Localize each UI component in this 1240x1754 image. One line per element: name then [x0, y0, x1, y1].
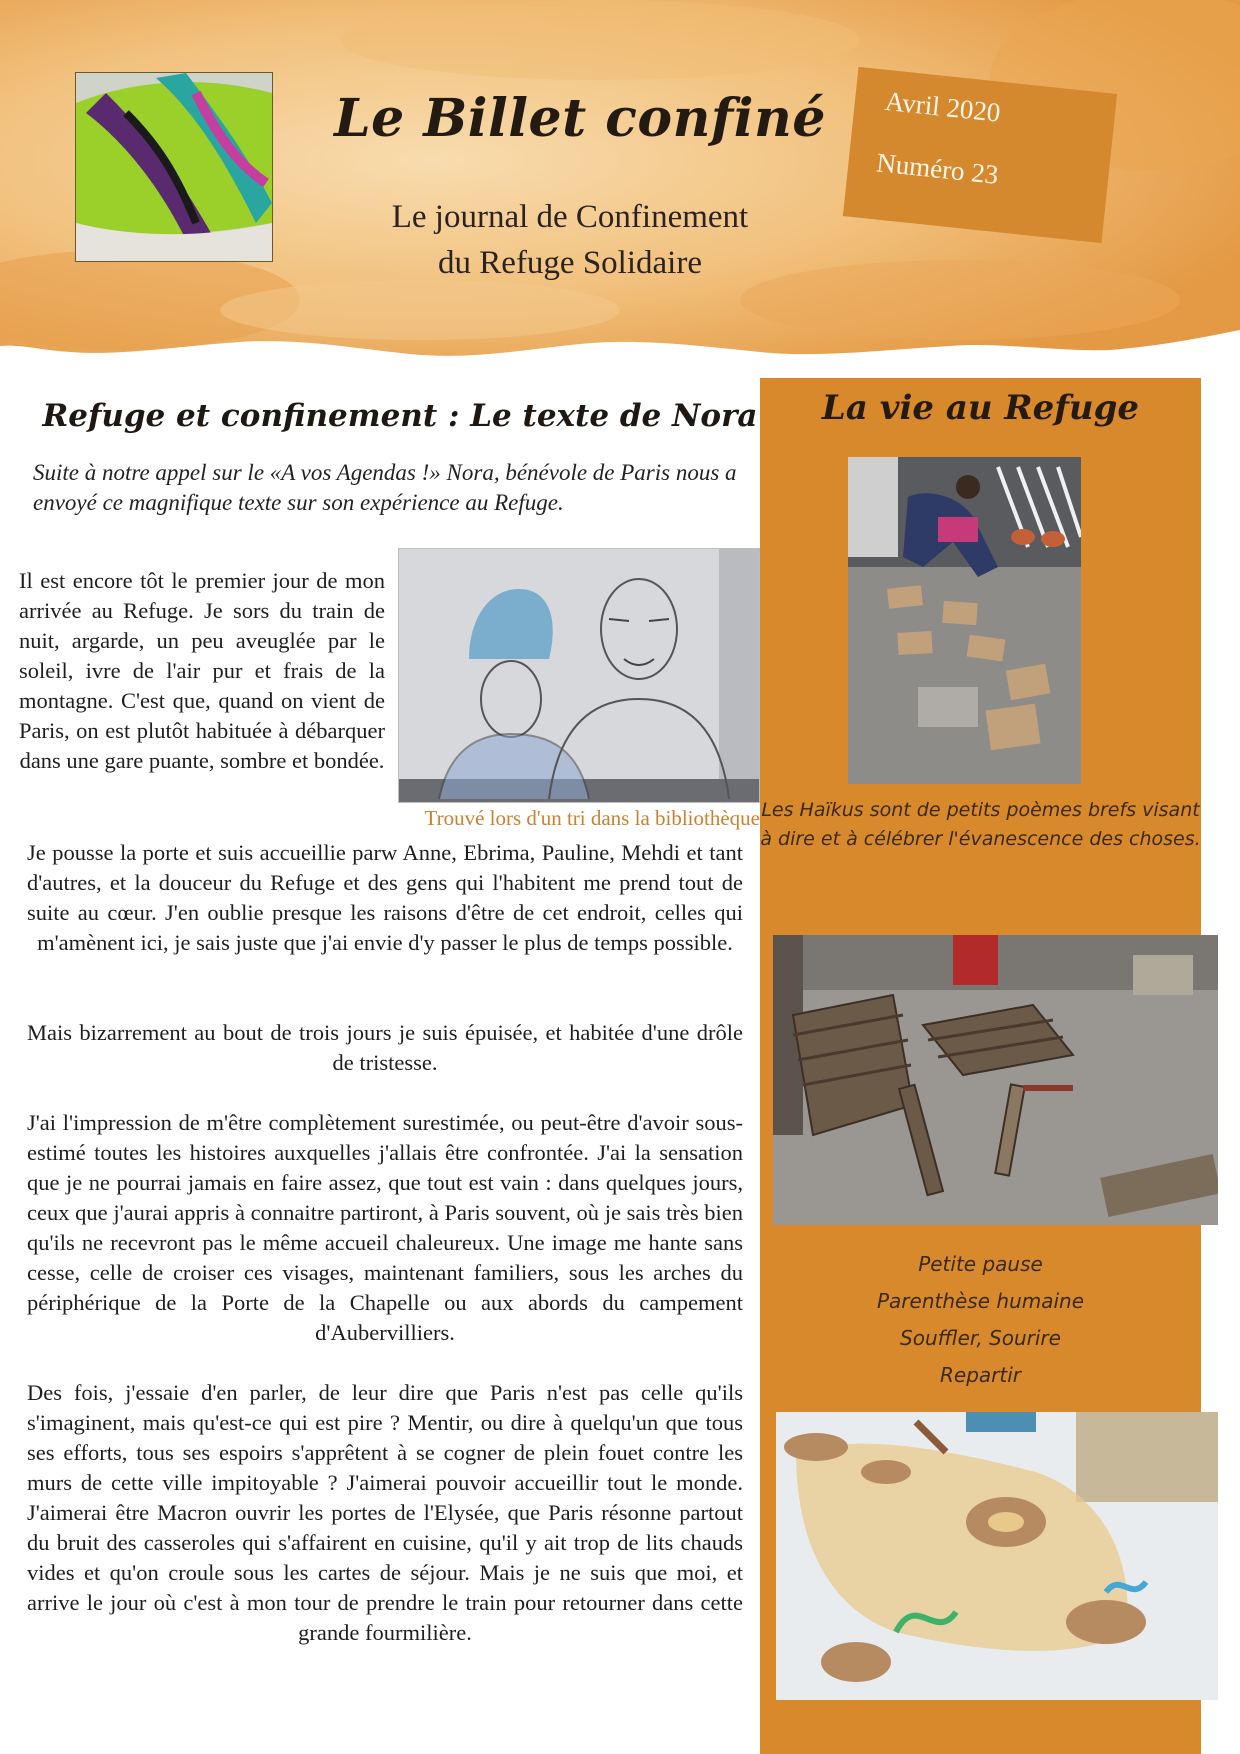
article-paragraph-4: J'ai l'impression de m'être complètement surestimée, ou peut-être d'avoir sous-estimé toutes les histoires auxquelles j'allais être confrontée. J'ai la sensation que je ne pourrai jamais en faire assez, que tout est vain : dans quelques jours, ceux que j'aurai appris à connaitre partiront, à Paris souvent, où je sais très bien qu'ils ne recevront pas le même accueil chaleureux. Une image me hante sans cesse, celle de croiser ces visages, maintenant familiers, sous les arches du périphérique de la Porte de la Chapelle ou aux abords du campement d'Aubervilliers.: [27, 1110, 743, 1345]
issue-month: Avril 2020: [883, 85, 1002, 128]
drawing-caption: Trouvé lors d'un tri dans la bibliothèque: [424, 806, 760, 830]
article-paragraph-1: Il est encore tôt le premier jour de mon arrivée au Refuge. Je sors du train de nuit, argarde, un peu aveuglée par le soleil, ivre de l'air pur et frais de la montagne. C'est que, quand on vient de Paris, on est plutôt habituée à débarquer dans une gare puante, sombre et bondée.: [19, 568, 385, 773]
article-paragraph-3: Mais bizarrement au bout de trois jours je suis épuisée, et habitée d'une drôle de tristesse.: [27, 1020, 743, 1075]
header-photo-mask: [75, 72, 273, 262]
photo-wooden-pallets: [773, 935, 1218, 1225]
haiku-line-4: Repartir: [940, 1363, 1021, 1387]
haiku-poem: [760, 1246, 1201, 1394]
photo-children-playing: [848, 457, 1081, 784]
subtitle-line-2: du Refuge Solidaire: [438, 245, 702, 281]
article-title: Refuge et confinement : Le texte de Nora: [42, 398, 758, 434]
sidebar-title: La vie au Refuge: [821, 388, 1140, 428]
photo-clay-modeling: [776, 1412, 1218, 1700]
haiku-line-3: Souffler, Sourire: [900, 1326, 1061, 1350]
subtitle-line-1: Le journal de Confinement: [391, 199, 749, 235]
issue-number: Numéro 23: [875, 147, 1000, 190]
haiku-line-1: Petite pause: [918, 1252, 1043, 1276]
haiku-definition-caption: Les Haïkus sont de petits poèmes brefs visant à dire et à célébrer l'évanescence des choses.: [760, 799, 1201, 850]
article-paragraph-2: Je pousse la porte et suis accueillie parw Anne, Ebrima, Pauline, Mehdi et tant d'autres, et la douceur du Refuge et des gens qui l'habitent me prend tout de suite au cœur. J'en oublie presque les raisons d'être de cet endroit, celles qui m'amènent ici, je sais juste que j'ai envie d'y passer le plus de temps possible.: [27, 840, 743, 955]
article-paragraph-5: Des fois, j'essaie d'en parler, de leur dire que Paris n'est pas celle qu'ils s'imaginent, mais qu'est-ce qui est pire ? Mentir, ou dire à quelqu'un que tous ses efforts, tous ses espoirs s'apprêtent à se cogner de plein fouet contre les murs de cette ville impitoyable ? J'aimerai pouvoir accueillir tout le monde. J'aimerai être Macron ouvrir les portes de l'Elysée, que Paris résonne partout du bruit des casseroles qui s'affairent en cuisine, qu'il y ait trop de lits chauds vides et qu'on croule sous les cartes de séjour. Mais je ne suis que moi, et arrive le jour où c'est à mon tour de prendre le train pour retourner dans cette grande fourmilière.: [27, 1380, 743, 1645]
issue-info-box: [843, 67, 1117, 243]
haiku-line-2: Parenthèse humaine: [876, 1289, 1085, 1313]
article-intro: Suite à notre appel sur le «A vos Agendas !» Nora, bénévole de Paris nous a envoyé ce magnifique texte sur son expérience au Refuge.: [33, 460, 737, 515]
pencil-drawing-photo: [398, 548, 760, 803]
newsletter-subtitle: [330, 194, 810, 286]
newsletter-title: Le Billet confiné: [334, 88, 826, 149]
